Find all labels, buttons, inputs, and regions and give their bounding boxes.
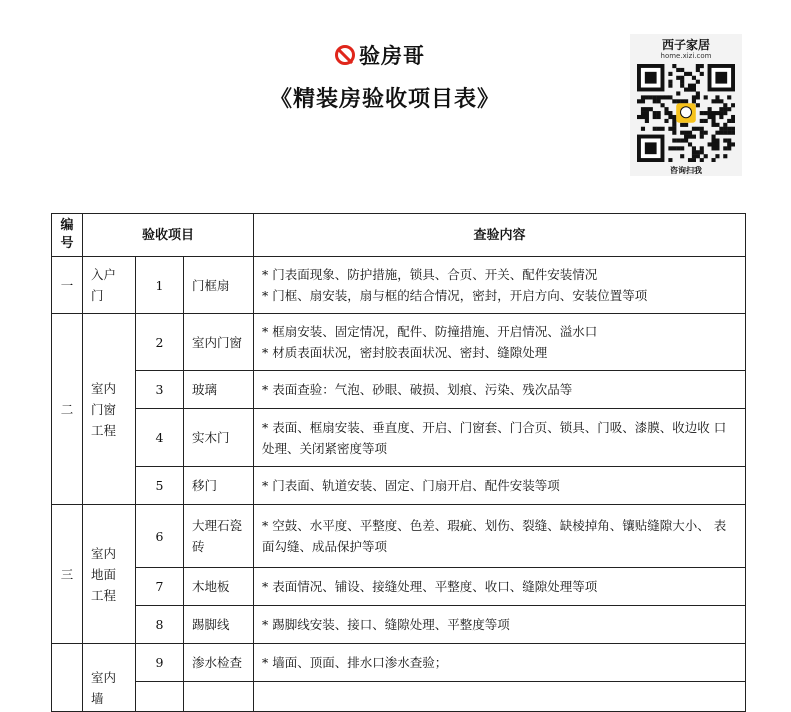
header-item: 验收项目	[83, 214, 254, 257]
item-index: 3	[136, 371, 184, 409]
acceptance-table	[51, 213, 746, 712]
item-content	[254, 314, 746, 371]
content-line: * 表面、框扇安装、垂直度、开启、门窗套、门合页、锁具、门吸、漆膜、收边收 口	[262, 419, 727, 435]
content-line: * 表面情况、铺设、接缝处理、平整度、收口、缝隙处理等项	[262, 579, 598, 594]
item-name: 实木门	[184, 409, 254, 467]
header-content: 查验内容	[254, 214, 746, 257]
item-content	[254, 644, 746, 682]
item-index: 2	[136, 314, 184, 371]
qr-code-icon	[637, 64, 735, 162]
item-content	[254, 257, 746, 314]
table-row	[52, 467, 746, 505]
content-line: * 框扇安装、固定情况，配件、防撞措施、开启情况、溢水口	[262, 324, 598, 339]
item-name: 移门	[184, 467, 254, 505]
item-name: 木地板	[184, 568, 254, 606]
item-index: 1	[136, 257, 184, 314]
group-num: 二	[52, 314, 83, 505]
group-category: 室内门窗工程	[83, 314, 136, 505]
item-name: 大理石瓷砖	[184, 505, 254, 568]
content-line: * 门表面现象、防护措施，锁具、合页、开关、配件安装情况	[262, 267, 598, 282]
table-row	[52, 409, 746, 467]
content-line: * 表面查验：气泡、砂眼、破损、划痕、污染、残次品等	[262, 382, 573, 397]
logo	[335, 40, 425, 70]
content-line: * 门表面、轨道安装、固定、门扇开启、配件安装等项	[262, 478, 560, 493]
qr-brand: 西子家居	[661, 38, 710, 52]
content-line: 面勾缝、成品保护等项	[262, 539, 388, 554]
qr-url: home.xizi.com	[660, 52, 712, 60]
item-content	[254, 467, 746, 505]
group-num	[52, 644, 83, 712]
group-category: 入户门	[83, 257, 136, 314]
content-line: * 踢脚线安装、接口、缝隙处理、平整度等项	[262, 617, 510, 632]
document-title: 《精装房验收项目表》	[270, 87, 501, 112]
content-line: 处理、关闭紧密度等项	[262, 440, 388, 456]
item-index: 7	[136, 568, 184, 606]
table-row	[52, 505, 746, 568]
qr-caption: 咨询扫我	[670, 166, 702, 175]
table-row	[52, 644, 746, 682]
content-line: * 空鼓、水平度、平整度、色差、瑕疵、划伤、裂缝、缺棱掉角、镶贴缝隙大小、 表	[262, 518, 727, 533]
table-row	[52, 371, 746, 409]
no-sign-icon	[335, 45, 355, 65]
item-name: 门框扇	[184, 257, 254, 314]
item-index: 9	[136, 644, 184, 682]
table-row	[52, 682, 746, 712]
item-index: 8	[136, 606, 184, 644]
item-index: 6	[136, 505, 184, 568]
item-content	[254, 409, 746, 467]
item-content	[254, 606, 746, 644]
table-row	[52, 314, 746, 371]
group-num: 一	[52, 257, 83, 314]
item-name: 渗水检查	[184, 644, 254, 682]
item-index: 5	[136, 467, 184, 505]
content-line: * 门框、扇安装，扇与框的结合情况，密封，开启方向、安装位置等项	[262, 288, 648, 303]
qr-panel	[630, 34, 742, 176]
item-content	[254, 505, 746, 568]
item-name: 玻璃	[184, 371, 254, 409]
group-category: 室内地面工程	[83, 505, 136, 644]
group-num: 三	[52, 505, 83, 644]
table-row	[52, 606, 746, 644]
item-index: 4	[136, 409, 184, 467]
logo-text: 验房哥	[359, 44, 425, 68]
item-name: 室内门窗	[184, 314, 254, 371]
table-row	[52, 568, 746, 606]
item-name: 踢脚线	[184, 606, 254, 644]
content-line: * 材质表面状况，密封胶表面状况、密封、缝隙处理	[262, 345, 548, 360]
header-num: 编号	[52, 214, 83, 257]
table-row	[52, 257, 746, 314]
table-header-row	[52, 214, 746, 257]
content-line: * 墙面、顶面、排水口渗水查验；	[262, 655, 448, 670]
item-content	[254, 371, 746, 409]
group-category: 室内墙	[83, 644, 136, 712]
item-content	[254, 568, 746, 606]
